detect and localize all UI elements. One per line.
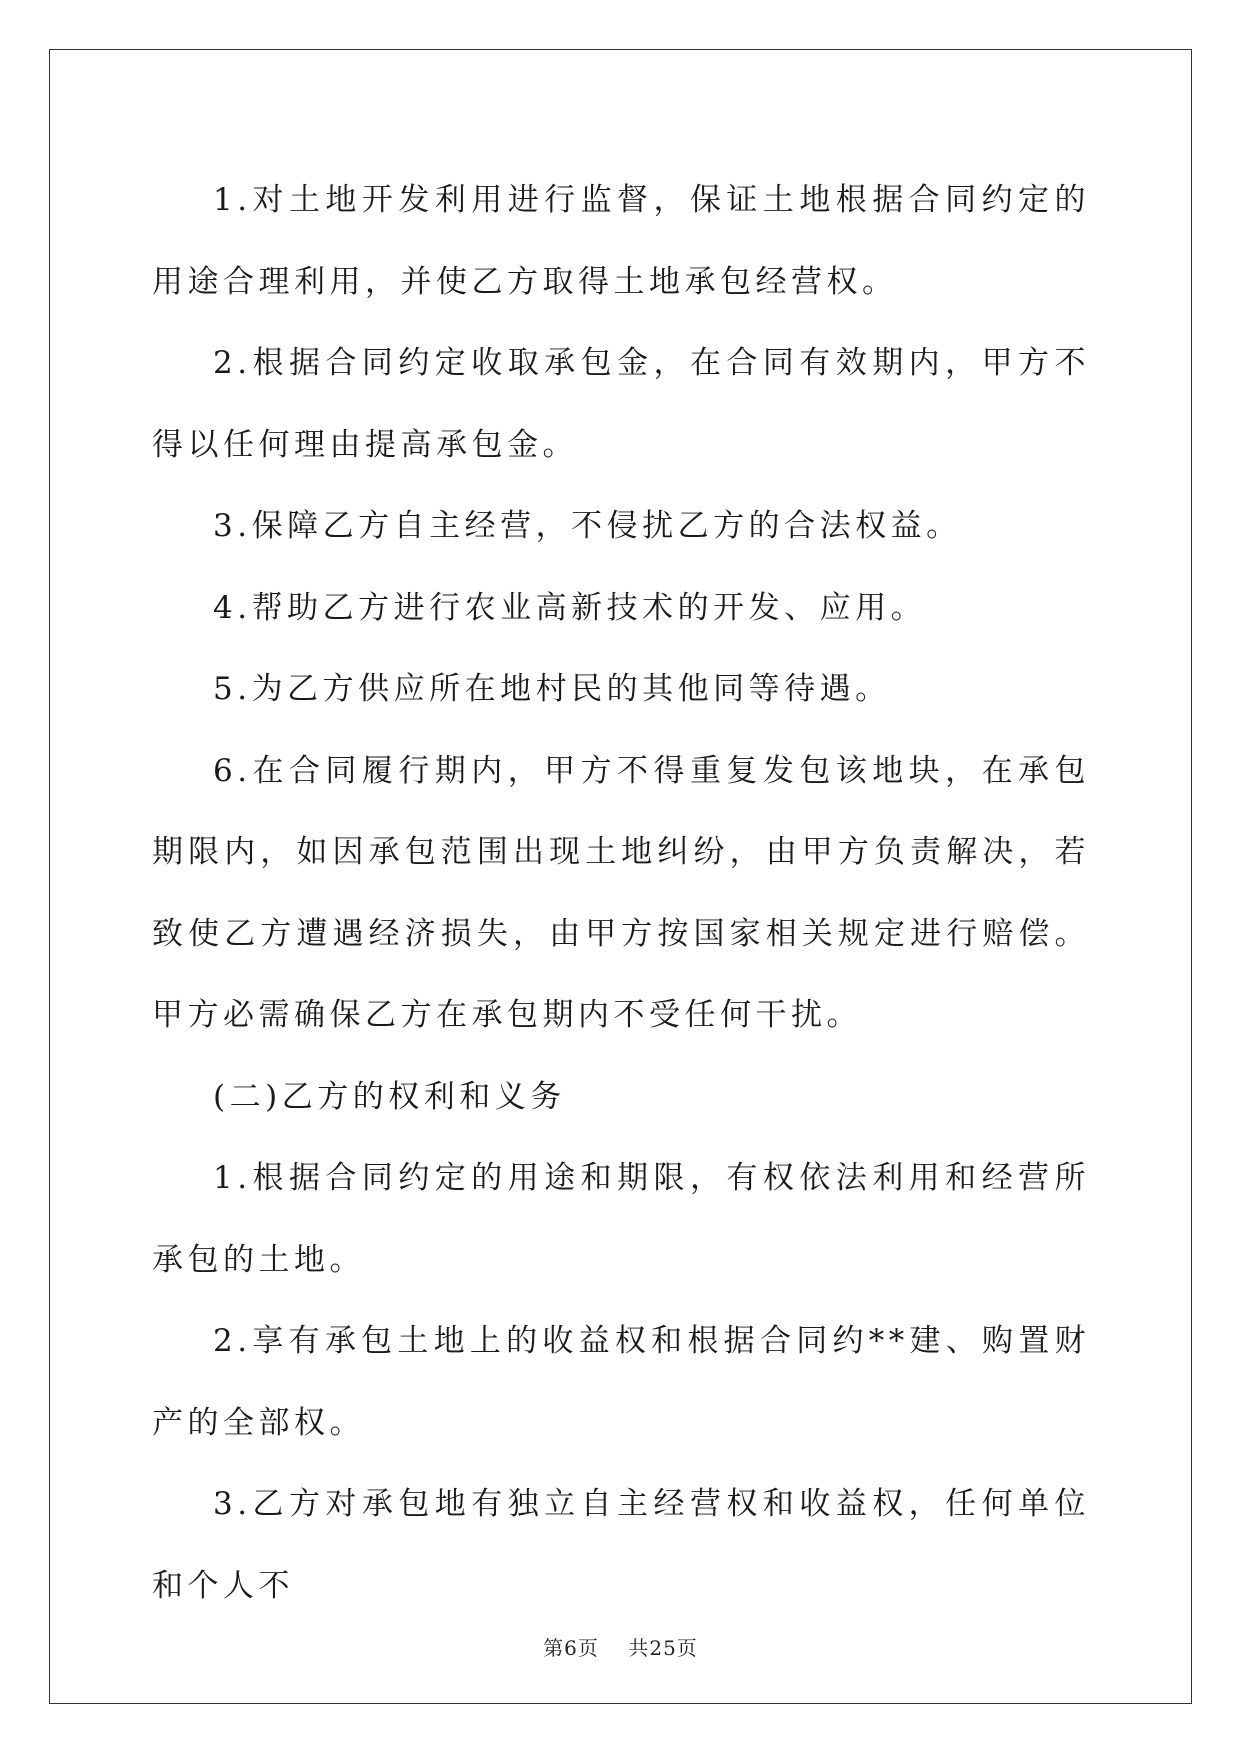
document-body xyxy=(152,160,1090,1627)
paragraph-1: 1.对土地开发利用进行监督，保证土地根据合同约定的用途合理利用，并使乙方取得土地承包经营权。 xyxy=(152,182,1090,300)
paragraph-5: 5.为乙方供应所在地村民的其他同等待遇。 xyxy=(213,671,891,707)
paragraph-3: 3.保障乙方自主经营，不侵扰乙方的合法权益。 xyxy=(213,508,962,544)
paragraph-4: 4.帮助乙方进行农业高新技术的开发、应用。 xyxy=(213,589,927,626)
page-number: 第6页 xyxy=(543,1636,599,1660)
page-footer xyxy=(0,1632,1241,1661)
paragraph-9: 3.乙方对承包地有独立自主经营权和收益权，任何单位和个人不 xyxy=(152,1486,1090,1604)
paragraph-8: 2.享有承包土地上的收益权和根据合同约**建、购置财产的全部权。 xyxy=(152,1323,1090,1441)
paragraph-7: 1.根据合同约定的用途和期限，有权依法利用和经营所承包的土地。 xyxy=(152,1160,1090,1278)
paragraph-6: 6.在合同履行期内，甲方不得重复发包该地块，在承包期限内，如因承包范围出现土地纠纷，由甲方负责解决，若致使乙方遭遇经济损失，由甲方按国家相关规定进行赔偿。甲方必需确保乙方在承包期内不受任何干扰。 xyxy=(152,752,1090,1033)
page-total: 共25页 xyxy=(628,1636,698,1660)
section-heading: (二)乙方的权利和义务 xyxy=(213,1078,566,1115)
paragraph-2: 2.根据合同约定收取承包金，在合同有效期内，甲方不得以任何理由提高承包金。 xyxy=(152,345,1090,463)
